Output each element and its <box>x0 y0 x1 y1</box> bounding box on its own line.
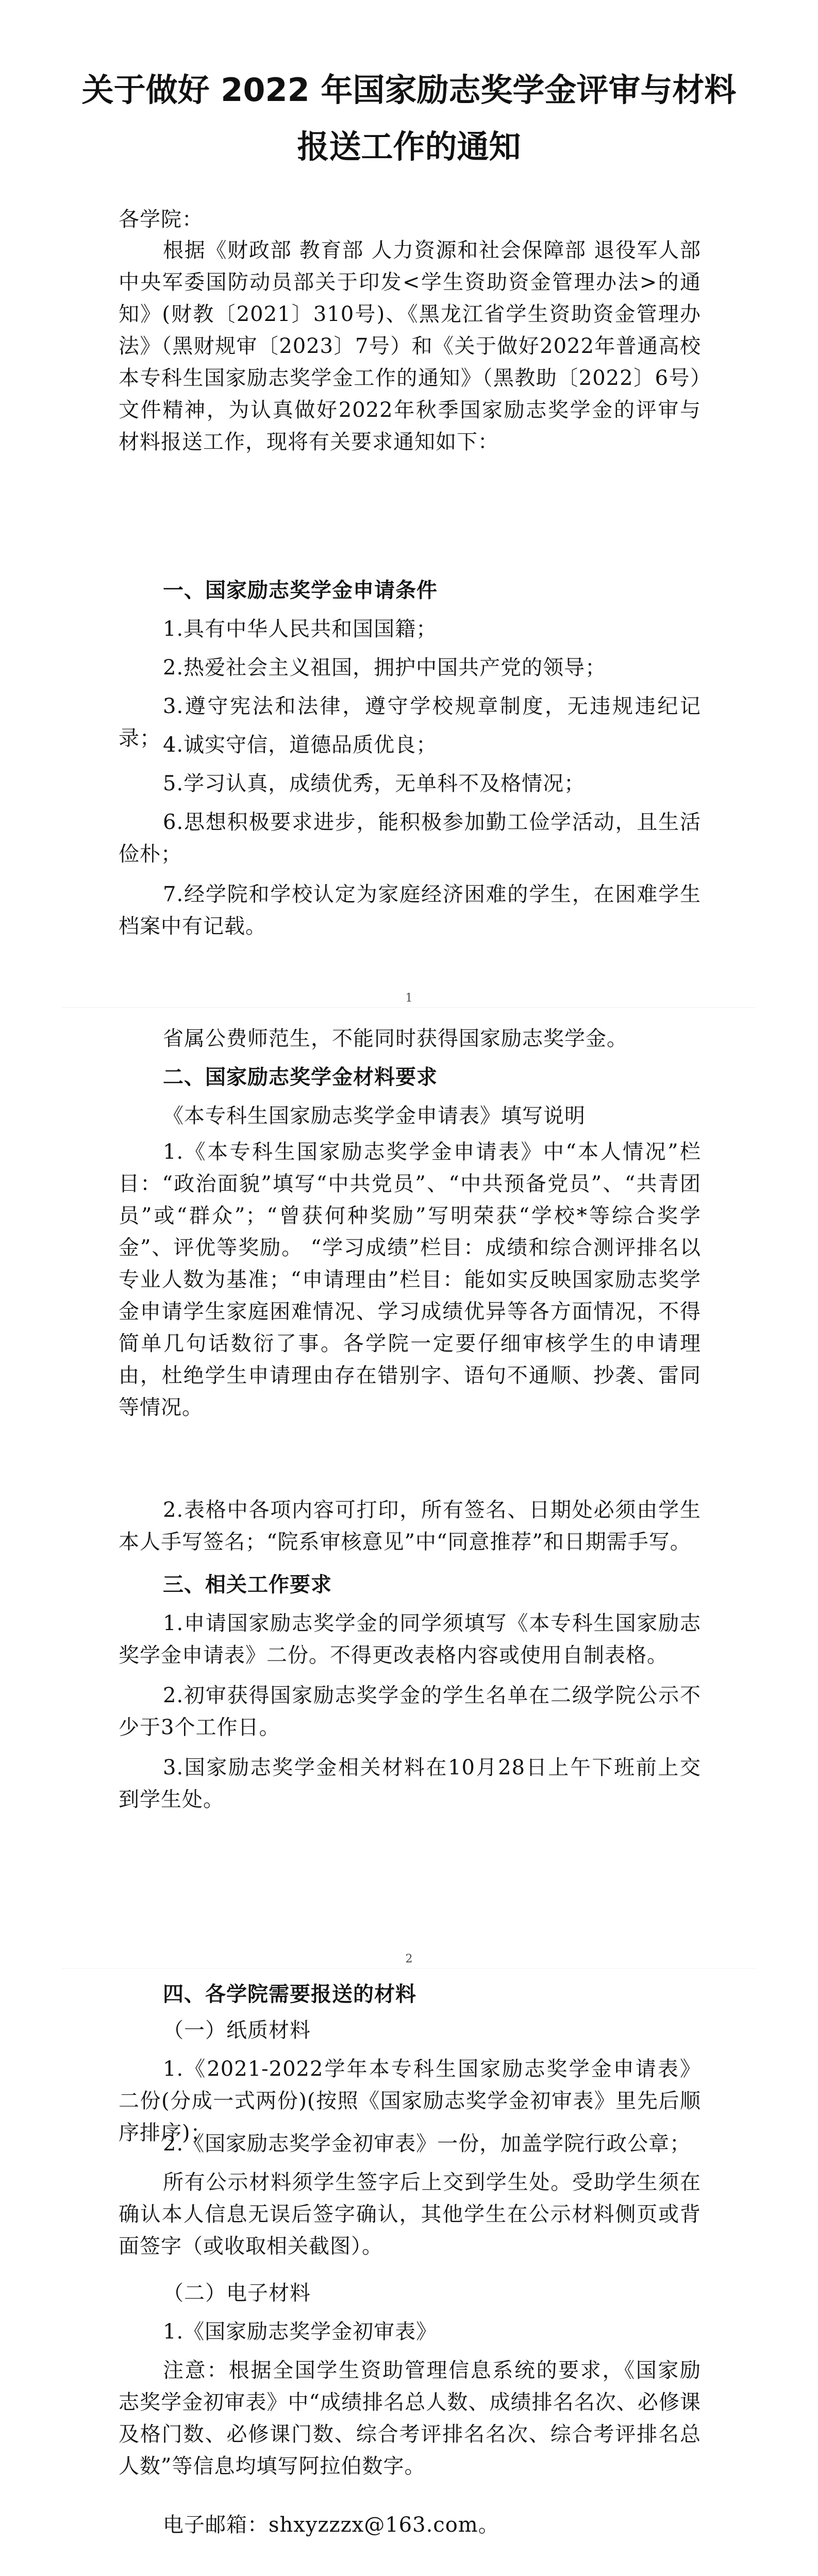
section1-item-5: 5.学习认真，成绩优秀，无单科不及格情况； <box>163 772 586 795</box>
contact-email: 电子邮箱：shxyzzzx@163.com。 <box>163 2513 499 2537</box>
section1-item-1: 1.具有中华人民共和国国籍； <box>163 617 438 641</box>
intro-paragraph: 根据《财政部 教育部 人力资源和社会保障部 退役军人部中央军委国防动员部关于印发<学生资助资金管理办法>的通知》(财教〔2021〕310号)、《黑龙江省学生资助资金管理办法》（黑财规审〔2023〕7号）和《关于做好2022年普通高校本专科生国家励志奖学金工作的通知》（黑教助〔2022〕6号）文件精神，为认真做好2022年秋季国家励志奖学金的评审与材料报送工作，现将有关要求通知如下： <box>119 239 701 454</box>
section3-item-1: 1.申请国家励志奖学金的同学须填写《本专科生国家励志奖学金申请表》二份。不得更改表格内容或使用自制表格。 <box>119 1612 701 1667</box>
electronic-materials-heading: （二）电子材料 <box>163 2281 311 2305</box>
salutation: 各学院： <box>119 208 203 231</box>
document-title-line2: 报送工作的通知 <box>297 128 521 165</box>
section1-continuation: 省属公费师范生，不能同时获得国家励志奖学金。 <box>163 1027 628 1050</box>
page-number-1: 1 <box>405 992 413 1005</box>
section1-item-6: 6.思想积极要求进步，能积极参加勤工俭学活动，且生活俭朴； <box>119 810 701 866</box>
section3-heading: 三、相关工作要求 <box>163 1573 332 1597</box>
section1-heading: 一、国家励志奖学金申请条件 <box>163 579 438 602</box>
section2-item-2: 2.表格中各项内容可打印，所有签名、日期处必须由学生本人手写签名；“院系审核意见”中“同意推荐”和日期需手写。 <box>119 1498 701 1554</box>
page-number-2: 2 <box>405 1953 413 1965</box>
section2-item-1: 1.《本专科生国家励志奖学金申请表》中“本人情况”栏目：“政治面貌”填写“中共党员”、“中共预备党员”、“共青团员”或“群众”；“曾获何种奖励”写明荣获“学校*等综合奖学金”、评优等奖励。 “学习成绩”栏目：成绩和综合测评排名以专业人数为基准；“申请理由”栏目：能如实反映国家励志奖学金申请学生家庭困难情况、学习成绩优异等各方面情况，不得简单几句话数衍了事。各学院一定要仔细审核学生的申请理由，杜绝学生申请理由存在错别字、语句不通顺、抄袭、雷同等情况。 <box>119 1140 701 1419</box>
page-break-1 <box>62 1007 756 1008</box>
paper-materials-item-1: 1.《2021-2022学年本专科生国家励志奖学金申请表》二份(分成一式两份)(按照《国家励志奖学金初审表》里先后顺序排序)； <box>119 2057 701 2145</box>
paper-materials-note: 所有公示材料须学生签字后上交到学生处。受助学生须在确认本人信息无误后签字确认，其他学生在公示材料侧页或背面签字（或收取相关截图）。 <box>119 2171 701 2258</box>
section2-heading: 二、国家励志奖学金材料要求 <box>163 1065 438 1089</box>
section1-item-4: 4.诚实守信，道德品质优良； <box>163 733 438 757</box>
electronic-materials-note: 注意：根据全国学生资助管理信息系统的要求，《国家励志奖学金初审表》中“成绩排名总人数、成绩排名名次、必修课及格门数、必修课门数、综合考评排名名次、综合考评排名总人数”等信息均填写阿拉伯数字。 <box>119 2359 701 2478</box>
section1-item-2: 2.热爱社会主义祖国，拥护中国共产党的领导； <box>163 656 607 680</box>
electronic-materials-item-1: 1.《国家励志奖学金初审表》 <box>163 2320 438 2344</box>
page-break-2 <box>62 1968 756 1969</box>
paper-materials-heading: （一）纸质材料 <box>163 2019 311 2042</box>
section1-item-3: 3.遵守宪法和法律，遵守学校规章制度，无违规违纪记录； <box>119 694 701 750</box>
section3-item-2: 2.初审获得国家励志奖学金的学生名单在二级学院公示不少于3个工作日。 <box>119 1684 701 1739</box>
section1-item-7: 7.经学院和学校认定为家庭经济困难的学生，在困难学生档案中有记载。 <box>119 883 701 938</box>
section4-heading: 四、各学院需要报送的材料 <box>163 1982 416 2006</box>
section3-item-3: 3.国家励志奖学金相关材料在10月28日上午下班前上交到学生处。 <box>119 1756 701 1811</box>
paper-materials-item-2: 2.《国家励志奖学金初审表》一份，加盖学院行政公章； <box>163 2132 691 2156</box>
section2-subheading: 《本专科生国家励志奖学金申请表》填写说明 <box>163 1104 586 1128</box>
document-title-line1: 关于做好 2022 年国家励志奖学金评审与材料 <box>81 71 737 109</box>
